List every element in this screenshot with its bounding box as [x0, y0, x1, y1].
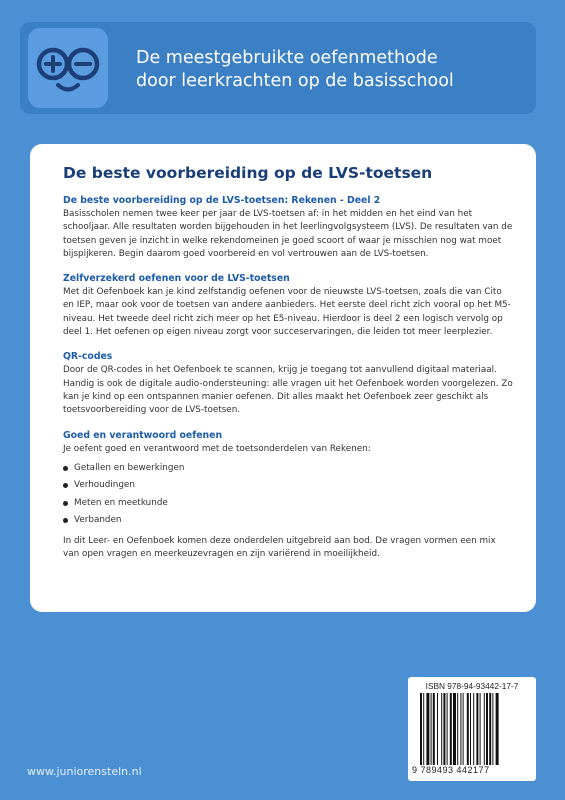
section-body: Basisscholen nemen twee keer per jaar de LVS-toetsen af: in het midden en het eind van het schooljaar. Alle resultaten worden bijgehouden in het leerlingvolgsysteem (LVS). De resultaten van de toetsen geven je inzicht in welke rekendomeinen je goed scoort of waar je misschien nog wat moet bijspijkeren. Begin daarom goed voorbereid en vol vertrouwen aan de LVS-toetsen.: [63, 209, 513, 259]
section-heading: Goed en verantwoord oefenen: [63, 429, 223, 441]
closing-paragraph: In dit Leer- en Oefenboek komen deze onderdelen uitgebreid aan bod. De vragen vormen een mix van open vragen en meerkeuzevragen en zijn variërend in moeilijkheid.: [63, 536, 496, 560]
list-item: [63, 497, 513, 510]
section-goed-oefenen: [63, 430, 513, 527]
isbn-barcode: [408, 677, 536, 781]
barcode-digits: 9 789493 442177: [412, 765, 490, 775]
tagline-line-1: De meestgebruikte oefenmethode: [136, 48, 438, 68]
list-item-label: Verbanden: [74, 515, 122, 526]
description-card: [30, 144, 536, 612]
section-body: Door de QR-codes in het Oefenboek te scannen, krijg je toegang tot aanvullend digitaal materiaal. Handig is ook de digitale audio-ondersteuning: alle vragen uit het Oefenboek worden voorgelezen. Zo kan je kind op een ontspannen manier oefenen. Dit alles maakt het Oefenboek zeer geschikt als toetsvoorbereiding voor de LVS-toetsen.: [63, 365, 513, 416]
list-item-label: Meten en meetkunde: [74, 497, 168, 508]
list-item: [63, 462, 513, 475]
list-item-label: Getallen en bewerkingen: [74, 462, 185, 473]
bullet-icon: [63, 483, 68, 488]
bullet-icon: [63, 466, 68, 471]
header-banner: [20, 22, 536, 114]
section-rekenen-deel-2: [63, 195, 513, 261]
section-body: Met dit Oefenboek kan je kind zelfstandig oefenen voor de nieuwste LVS-toetsen, zoals die van Cito en IEP, maar ook voor de toetsen van andere aanbieders. Het eerste deel richt zich vooral op het M5-niveau. Het tweede deel richt zich meer op het E5-niveau. Hierdoor is deel 2 een logisch vervolg op deel 1. Het oefenen op eigen niveau zorgt voor succeservaringen, die leiden tot meer leerplezier.: [63, 287, 511, 338]
isbn-label: ISBN 978-94-93442-17-7: [425, 681, 519, 691]
barcode-icon: [420, 693, 526, 765]
tagline-line-2: door leerkrachten op de basisschool: [136, 71, 454, 91]
list-item-label: Verhoudingen: [74, 480, 135, 491]
website-url: www.juniorensteln.nl: [27, 765, 142, 778]
section-heading: De beste voorbereiding op de LVS-toetsen: Rekenen - Deel 2: [63, 195, 381, 206]
bullet-icon: [63, 501, 68, 506]
section-body: Je oefent goed en verantwoord met de toetsonderdelen van Rekenen:: [63, 443, 371, 454]
list-item: [63, 479, 513, 492]
list-item: [63, 514, 513, 527]
plus-minus-face-icon: [28, 28, 108, 108]
tagline: [136, 47, 536, 93]
bullet-icon: [63, 518, 68, 523]
logo: [28, 28, 108, 108]
section-heading: QR-codes: [63, 351, 113, 363]
page-title: De beste voorbereiding op de LVS-toetsen: [63, 164, 433, 182]
section-qr-codes: [63, 351, 513, 417]
section-heading: Zelfverzekerd oefenen voor de LVS-toetsen: [63, 273, 290, 285]
topic-list: [63, 462, 513, 527]
section-zelfverzekerd: [63, 273, 513, 339]
